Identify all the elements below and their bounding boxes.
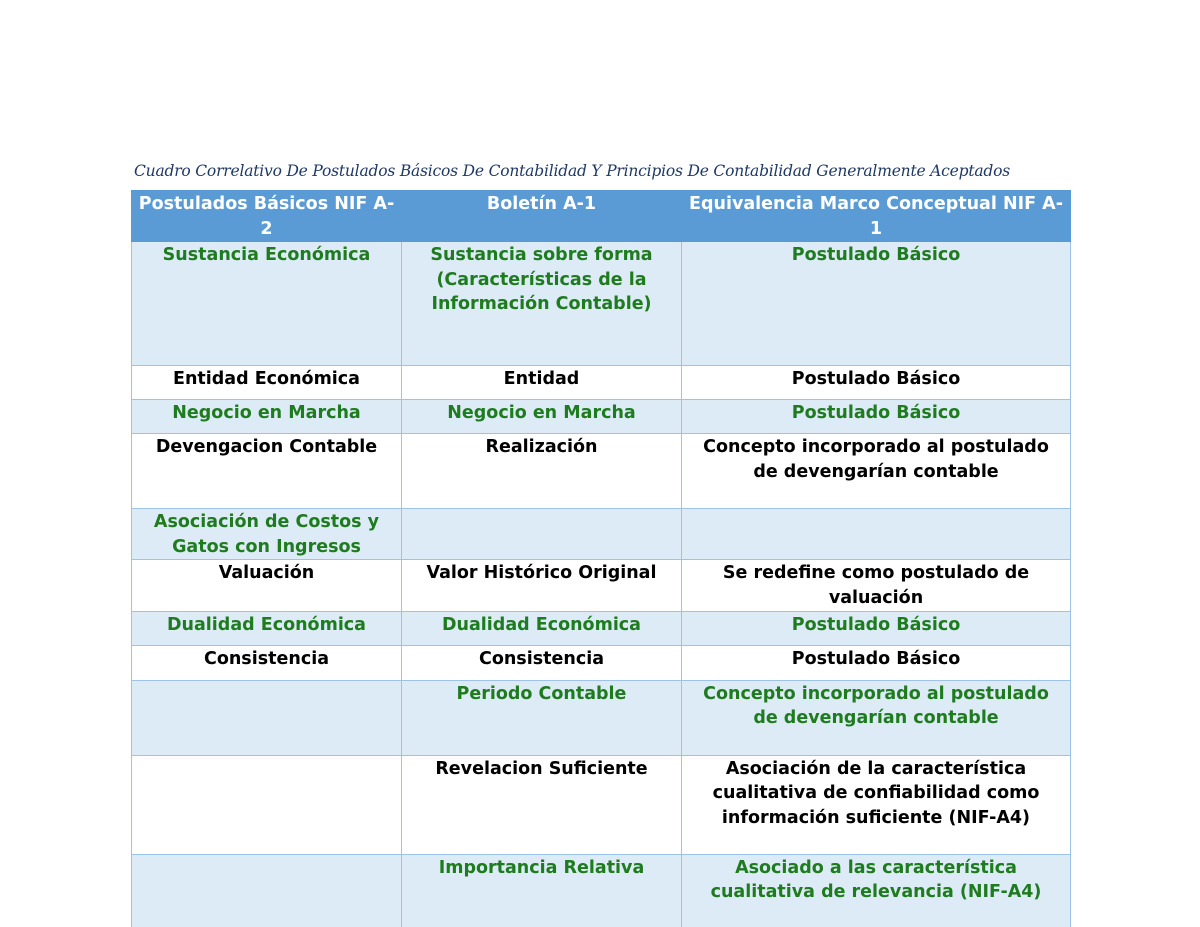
cell-postulado xyxy=(132,755,402,854)
cell-postulado: Entidad Económica xyxy=(132,366,402,400)
table-row xyxy=(132,509,1071,560)
cell-equivalencia: Postulado Básico xyxy=(682,366,1071,400)
cell-postulado: Negocio en Marcha xyxy=(132,400,402,434)
cell-equivalencia: Postulado Básico xyxy=(682,611,1071,645)
cell-boletin: Entidad xyxy=(402,366,682,400)
table-header-row xyxy=(132,191,1071,242)
cell-boletin: Dualidad Económica xyxy=(402,611,682,645)
cell-boletin: Negocio en Marcha xyxy=(402,400,682,434)
cell-boletin xyxy=(402,509,682,560)
cell-postulado: Asociación de Costos y Gatos con Ingresos xyxy=(132,509,402,560)
cell-equivalencia: Asociado a las característica cualitativa de relevancia (NIF-A4) xyxy=(682,854,1071,927)
cell-boletin: Periodo Contable xyxy=(402,680,682,755)
cell-equivalencia: Postulado Básico xyxy=(682,400,1071,434)
cell-boletin: Consistencia xyxy=(402,645,682,680)
table-row xyxy=(132,645,1071,680)
cell-equivalencia: Se redefine como postulado de valuación xyxy=(682,560,1071,611)
cell-postulado: Dualidad Económica xyxy=(132,611,402,645)
cell-boletin: Revelacion Suficiente xyxy=(402,755,682,854)
table-row xyxy=(132,400,1071,434)
cell-postulado: Valuación xyxy=(132,560,402,611)
cell-postulado: Sustancia Económica xyxy=(132,242,402,366)
cell-equivalencia: Asociación de la característica cualitativa de confiabilidad como información suficiente (NIF-A4) xyxy=(682,755,1071,854)
table-row xyxy=(132,560,1071,611)
correlation-table xyxy=(131,190,1071,927)
table-row xyxy=(132,854,1071,927)
cell-postulado xyxy=(132,854,402,927)
table-row xyxy=(132,434,1071,509)
cell-postulado: Consistencia xyxy=(132,645,402,680)
table-row xyxy=(132,611,1071,645)
cell-equivalencia: Concepto incorporado al postulado de devengarían contable xyxy=(682,434,1071,509)
table-row xyxy=(132,242,1071,366)
cell-boletin: Realización xyxy=(402,434,682,509)
table-row xyxy=(132,366,1071,400)
cell-boletin: Sustancia sobre forma (Características de la Información Contable) xyxy=(402,242,682,366)
cell-boletin: Valor Histórico Original xyxy=(402,560,682,611)
cell-postulado xyxy=(132,680,402,755)
table-caption: Cuadro Correlativo De Postulados Básicos De Contabilidad Y Principios De Contabilidad Generalmente Aceptados xyxy=(134,162,1011,180)
cell-equivalencia: Postulado Básico xyxy=(682,242,1071,366)
cell-equivalencia: Concepto incorporado al postulado de devengarían contable xyxy=(682,680,1071,755)
header-postulados-basicos: Postulados Básicos NIF A-2 xyxy=(132,191,402,242)
cell-equivalencia xyxy=(682,509,1071,560)
header-equivalencia-marco: Equivalencia Marco Conceptual NIF A-1 xyxy=(682,191,1071,242)
cell-postulado: Devengacion Contable xyxy=(132,434,402,509)
cell-boletin: Importancia Relativa xyxy=(402,854,682,927)
cell-equivalencia: Postulado Básico xyxy=(682,645,1071,680)
header-boletin-a1: Boletín A-1 xyxy=(402,191,682,242)
table-row xyxy=(132,755,1071,854)
table-row xyxy=(132,680,1071,755)
